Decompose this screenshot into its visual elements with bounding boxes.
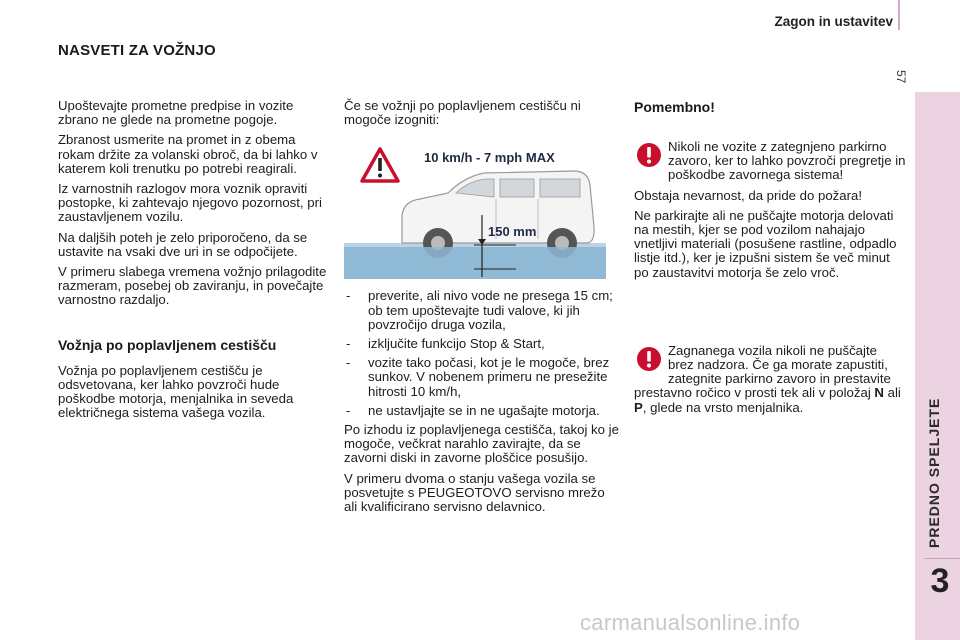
gear-position-p: P <box>634 399 643 415</box>
header-divider <box>898 0 900 30</box>
page-number: 57 <box>894 70 908 84</box>
paragraph: Iz varnostnih razlogov mora voznik opraviti postopke, ki zahtevajo njegovo pozornost, pri zaustavljenem vozilu. <box>58 181 322 225</box>
section-title: Zagon in ustavitev <box>774 14 893 29</box>
column-right <box>634 140 906 421</box>
list-item: - ne ustavljajte se in ne ugašajte motorja. <box>344 404 620 418</box>
water-depth-label: 150 mm <box>488 224 537 240</box>
warning-triangle-icon <box>362 149 398 181</box>
tab-divider <box>924 558 960 559</box>
gear-position-n: N <box>874 385 884 401</box>
paragraph: Zbranost usmerite na promet in z obema rokam držite za volanski obroč, da bi lahko v katerem koli trenutku po potrebi reagirali. <box>58 132 318 176</box>
warning-block-unattended <box>634 344 906 415</box>
paragraph: V primeru slabega vremena vožnjo prilagodite razmeram, posebej ob zaviranju, in povečajte varnostno razdaljo. <box>58 264 327 308</box>
warning-exclamation-icon <box>636 346 662 372</box>
warning-text <box>634 344 906 415</box>
chapter-number: 3 <box>930 562 950 600</box>
warning-text: Obstaja nevarnost, da pride do požara! <box>634 187 862 203</box>
warning-text: Ne parkirajte ali ne puščajte motorja delovati na mestih, kjer se pod vozilom nahajajo vnetljivi materiali (posušene rastline, odpadlo listje itd.), ker je izpušni sistem še več minut po zaustavitvi motorja še zelo vroč. <box>634 207 897 280</box>
column-middle <box>344 99 620 520</box>
paragraph: Vožnja po poplavljenem cestišču je odsvetovana, ker lahko povzroči hude poškodbe motorja, menjalnika in seveda električnega sistema vašega vozila. <box>58 362 294 421</box>
paragraph: Upoštevajte prometne predpise in vozite zbrano ne glede na prometne pogoje. <box>58 98 294 128</box>
paragraph: Če se vožnji po poplavljenem cestišču ni mogoče izogniti: <box>344 98 581 128</box>
warning-text-part: , glede na vrsto menjalnika. <box>642 399 804 415</box>
flood-figure <box>344 141 606 281</box>
column-left <box>58 99 330 427</box>
paragraph: V primeru dvoma o stanju vašega vozila se posvetujte s PEUGEOTOVO servisno mrežo ali kvalificirano servisno delavnico. <box>344 470 605 515</box>
flood-heading: Vožnja po poplavljenem cestišču <box>58 336 277 353</box>
warning-exclamation-icon <box>636 142 662 168</box>
warning-text-part: Zagnanega vozila nikoli ne puščajte brez nadzora. Če ga morate zapustiti, zategnite parkirno zavoro in prestavite prestavno ročico v prosti tek ali v položaj <box>634 342 891 401</box>
list-item: - izključite funkcijo Stop & Start, <box>344 337 620 351</box>
page-title: NASVETI ZA VOŽNJO <box>58 42 216 59</box>
paragraph: Na daljših poteh je zelo priporočeno, da se ustavite na vsaki dve uri in se odpočijete. <box>58 229 308 259</box>
important-heading: Pomembno! <box>634 99 715 115</box>
list-item: - vozite tako počasi, kot je le mogoče, brez sunkov. V nobenem primeru ne presežite hitrosti 10 km/h, <box>344 356 620 399</box>
flooded-road-illustration <box>344 141 606 281</box>
speed-limit-label: 10 km/h - 7 mph MAX <box>424 150 555 166</box>
flood-instructions-list <box>344 289 620 418</box>
watermark: carmanualsonline.info <box>580 610 801 635</box>
list-item: - preverite, ali nivo vode ne presega 15 cm; ob tem upoštevajte tudi valove, ki jih povzročijo druga vozila, <box>344 289 620 332</box>
warning-text-part: ali <box>883 385 901 401</box>
chapter-tab-label: PREDNO SPELJETE <box>926 397 942 548</box>
warning-block-parking-brake <box>634 140 906 280</box>
paragraph: Po izhodu iz poplavljenega cestišča, takoj ko je mogoče, večkrat narahlo zavirajte, da se zavorni diski in zavorne ploščice posušijo. <box>344 422 619 466</box>
warning-text: Nikoli ne vozite z zategnjeno parkirno zavoro, ker to lahko povzroči pregretje in poškodbe zavornega sistema! <box>668 139 906 183</box>
